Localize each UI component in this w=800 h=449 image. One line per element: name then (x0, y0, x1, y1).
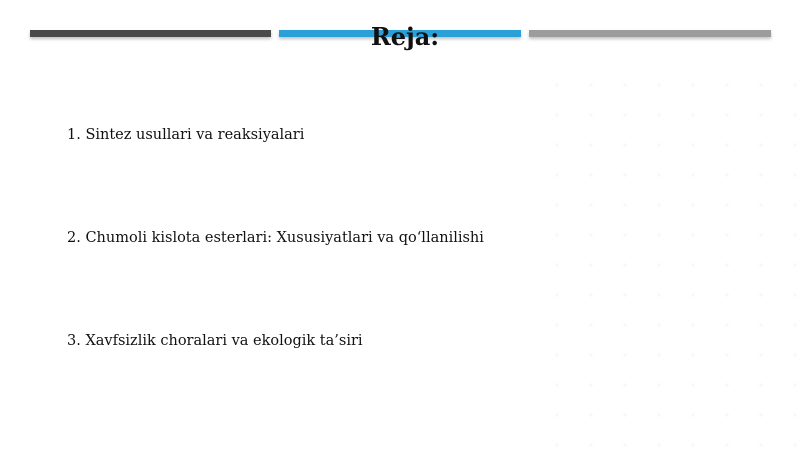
slide-title: Reja: (370, 22, 440, 51)
list-item: 3. Xavfsizlik choralari va ekologik ta’siri (67, 333, 363, 349)
decorative-dot-pattern (540, 70, 800, 449)
list-item: 2. Chumoli kislota esterlari: Xususiyatlari va qo‘llanilishi (67, 230, 484, 246)
list-item: 1. Sintez usullari va reaksiyalari (67, 127, 305, 143)
